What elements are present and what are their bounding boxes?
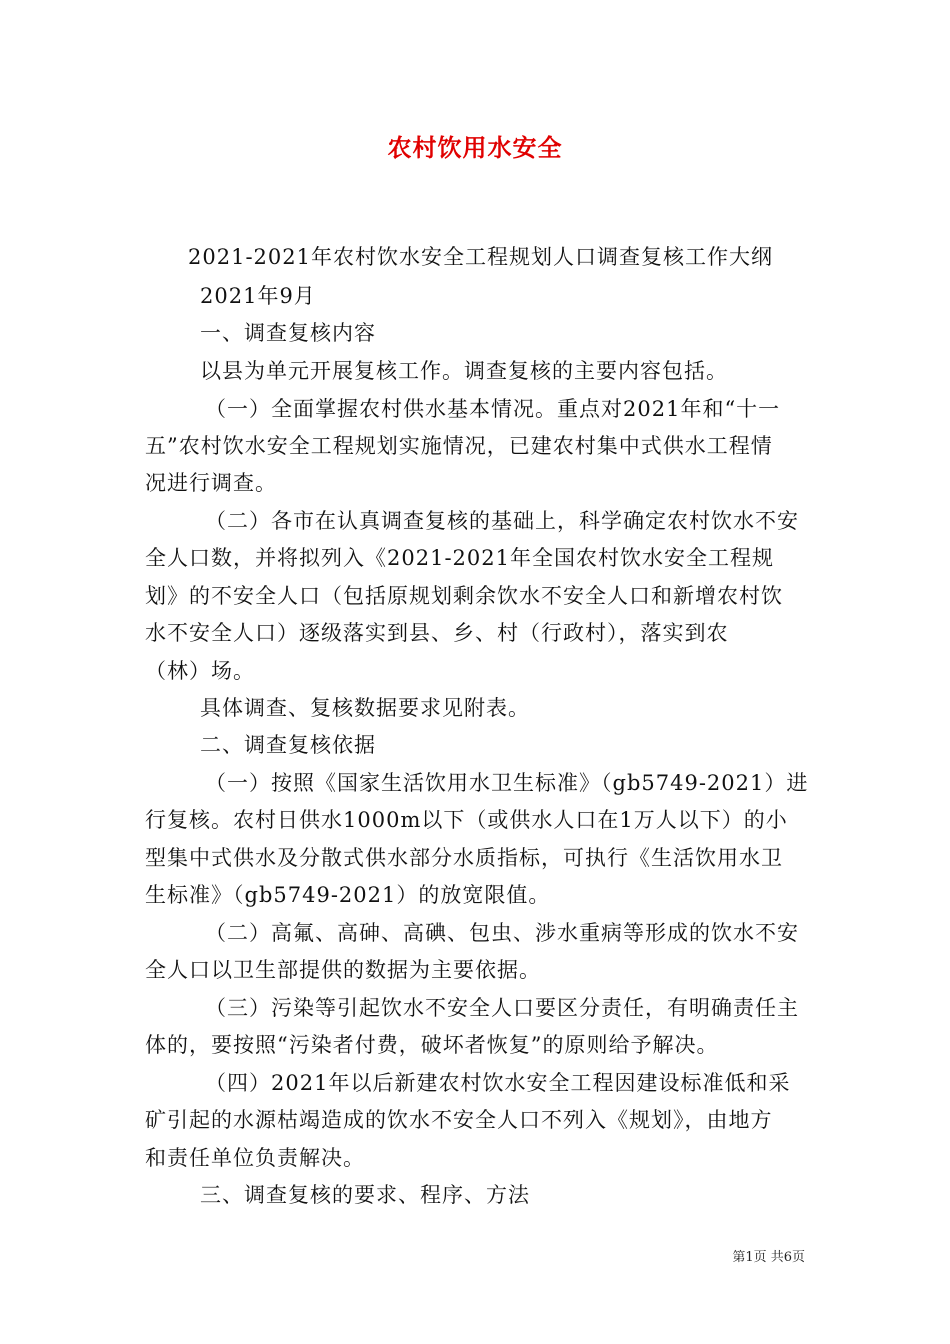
section-heading-3: 三、调查复核的要求、程序、方法 [200,1183,530,1207]
body-line: 水不安全人口）逐级落实到县、乡、村（行政村），落实到农 [145,621,729,645]
document-title: 农村饮用水安全 [387,134,563,162]
body-line: 和责任单位负责解决。 [145,1146,365,1170]
body-line: （一）全面掌握农村供水基本情况。重点对2021年和“十一 [205,397,781,421]
body-line: （林）场。 [145,659,255,683]
page-number-footer: 第1页 共6页 [732,1250,805,1265]
section-heading-1: 一、调查复核内容 [200,321,376,345]
body-line: （三）污染等引起饮水不安全人口要区分责任，有明确责任主 [205,996,799,1020]
body-line: 行复核。农村日供水1000m以下（或供水人口在1万人以下）的小 [145,808,788,832]
body-line: （二）高氟、高砷、高碘、包虫、涉水重病等形成的饮水不安 [205,921,799,945]
body-line: 划》的不安全人口（包括原规划剩余饮水不安全人口和新增农村饮 [145,584,783,608]
body-line: 体的，要按照“污染者付费，破坏者恢复”的原则给予解决。 [145,1033,719,1057]
section-heading-2: 二、调查复核依据 [200,733,376,757]
body-line: （二）各市在认真调查复核的基础上，科学确定农村饮水不安 [205,509,799,533]
body-line: 具体调查、复核数据要求见附表。 [200,696,530,720]
body-line: 生标准》（gb5749-2021）的放宽限值。 [145,883,551,907]
body-line: 全人口数，并将拟列入《2021-2021年全国农村饮水安全工程规 [145,546,774,570]
body-line: 全人口以卫生部提供的数据为主要依据。 [145,958,541,982]
body-line-outline-title: 2021-2021年农村饮水安全工程规划人口调查复核工作大纲 [188,245,773,269]
body-line: 况进行调查。 [145,471,277,495]
body-line: 五”农村饮水安全工程规划实施情况，已建农村集中式供水工程情 [145,434,773,458]
body-line: （四）2021年以后新建农村饮水安全工程因建设标准低和采 [205,1071,791,1095]
body-line: 矿引起的水源枯竭造成的饮水不安全人口不列入《规划》，由地方 [145,1108,773,1132]
body-line: 型集中式供水及分散式供水部分水质指标，可执行《生活饮用水卫 [145,846,783,870]
body-line: （一）按照《国家生活饮用水卫生标准》（gb5749-2021）进 [205,771,809,795]
body-line: 以县为单元开展复核工作。调查复核的主要内容包括。 [200,359,728,383]
body-line-date: 2021年9月 [200,284,316,308]
